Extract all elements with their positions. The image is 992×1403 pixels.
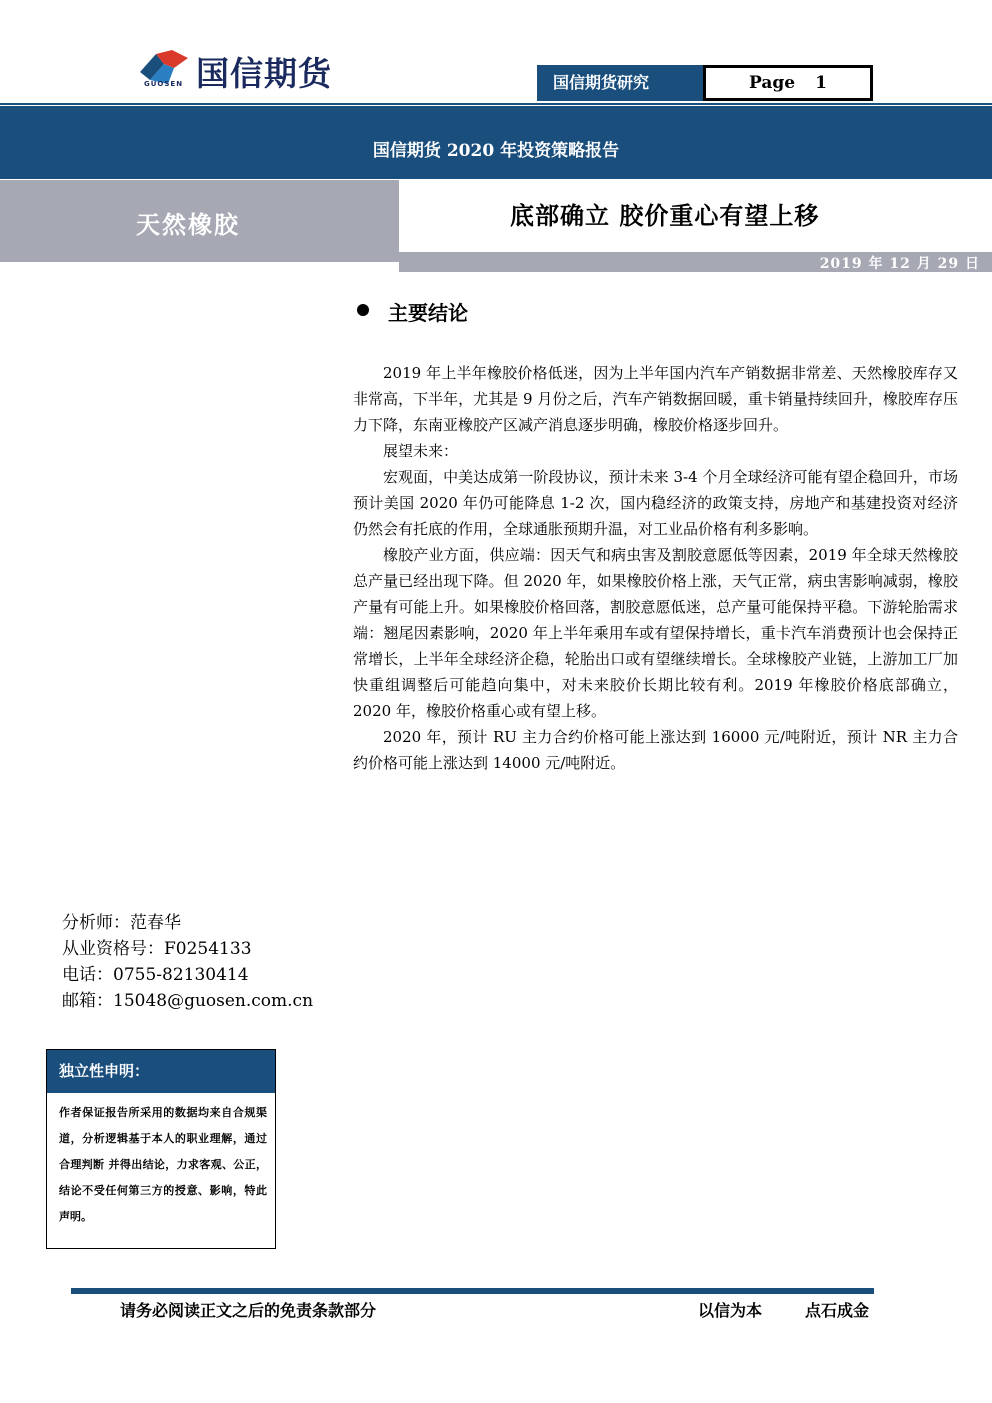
statement-text: 作者保证报告所采用的数据均来自合规渠道，分析逻辑基于本人的职业理解，通过合理判断 并得出结论，力求客观、公正，结论不受任何第三方的授意、影响，特此声明。: [59, 1106, 267, 1223]
analyst-info: [62, 910, 313, 1014]
logo-text: 国信期货: [196, 54, 332, 93]
band-title: 国信期货 2020 年投资策略报告: [372, 141, 620, 161]
analyst-phone: 电话：0755-82130414: [62, 965, 249, 985]
footer-disclaimer-note: 请务必阅读正文之后的免责条款部分: [120, 1301, 377, 1320]
report-title: 底部确立 胶价重心有望上移: [510, 201, 820, 230]
company-logo: [138, 44, 378, 94]
footer-motto-2: 点石成金: [805, 1301, 870, 1320]
page-number: 1: [815, 73, 827, 93]
logo-subtext: GUOSEN: [144, 80, 184, 88]
analyst-email: 邮箱：15048@guosen.com.cn: [62, 991, 314, 1011]
header-rule: [0, 103, 992, 105]
section-title: 主要结论: [388, 301, 468, 325]
page-label: Page: [749, 73, 796, 93]
paragraph: 宏观面，中美达成第一阶段协议，预计未来 3-4 个月全球经济可能有望企稳回升，市场预计美国 2020 年仍可能降息 1-2 次，国内稳经济的政策支持，房地产和基建投资对经济仍然会有托底的作用，全球通胀预期升温，对工业品价格有利多影响。: [353, 468, 958, 538]
bullet-icon: [357, 304, 369, 316]
report-date: 2019 年 12 月 29 日: [819, 256, 980, 272]
research-label: 国信期货研究: [537, 65, 703, 101]
paragraph: 橡胶产业方面，供应端：因天气和病虫害及割胶意愿低等因素，2019 年全球天然橡胶总产量已经出现下降。但 2020 年，如果橡胶价格上涨，天气正常，病虫害影响减弱，橡胶产量有可能上升。如果橡胶价格回落，割胶意愿低迷，总产量可能保持平稳。下游轮胎需求端：翘尾因素影响，2020 年上半年乘用车或有望保持增长，重卡汽车消费预计也会保持正常增长，上半年全球经济企稳，轮胎出口或有望继续增长。全球橡胶产业链，上游加工厂加快重组调整后可能趋向集中，对未来胶价长期比较有利。2019 年橡胶价格底部确立，2020 年，橡胶价格重心或有望上移。: [353, 546, 958, 720]
statement-title: 独立性申明：: [47, 1050, 275, 1093]
footer-rule: [71, 1288, 874, 1294]
page-indicator: [703, 65, 873, 101]
paragraph: 展望未来：: [383, 442, 459, 460]
paragraph: 2020 年，预计 RU 主力合约价格可能上涨达到 16000 元/吨附近，预计 NR 主力合约价格可能上涨达到 14000 元/吨附近。: [353, 728, 958, 772]
category-label: 天然橡胶: [136, 210, 240, 239]
footer-motto-1: 以信为本: [698, 1301, 763, 1320]
conclusion-body: [353, 360, 958, 776]
analyst-name: 分析师：范春华: [62, 913, 181, 933]
analyst-license: 从业资格号：F0254133: [62, 939, 252, 959]
paragraph: 2019 年上半年橡胶价格低迷，因为上半年国内汽车产销数据非常差、天然橡胶库存又非常高，下半年，尤其是 9 月份之后，汽车产销数据回暖，重卡销量持续回升，橡胶库存压力下降，东南亚橡胶产区减产消息逐步明确，橡胶价格逐步回升。: [353, 364, 958, 434]
independence-statement: [46, 1049, 276, 1249]
